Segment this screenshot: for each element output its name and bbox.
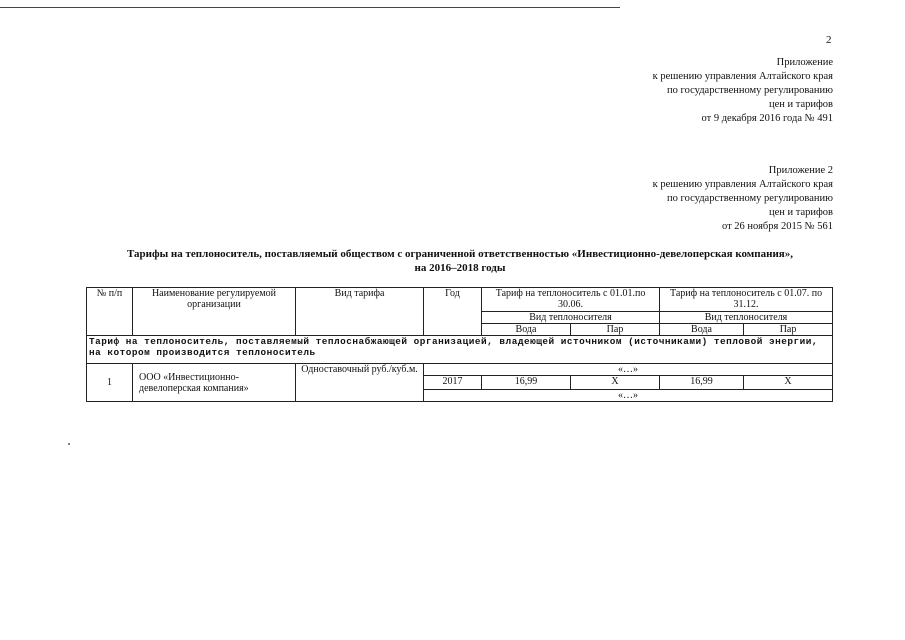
cell-p2-steam: Х [744, 376, 833, 390]
title-line-1: Тарифы на теплоноситель, поставляемый обществом с ограниченной ответственностью «Инвестиционно-девелоперская компания», [126, 248, 794, 260]
section-title: Тариф на теплоноситель, поставляемый теплоснабжающей организацией, владеющей источником (источниками) тепловой энергии, на котором производится теплоноситель [87, 336, 833, 364]
appendix-line: от 9 декабря 2016 года № 491 [701, 113, 833, 124]
appendix-line: Приложение 2 [768, 165, 833, 176]
document-title [60, 247, 860, 275]
appendix-current [653, 56, 833, 126]
header-carrier-type-2: Вид теплоносителя [660, 312, 833, 324]
row-organization: ООО «Инвестиционно-девелоперская компания» [133, 364, 296, 402]
cell-p1-water: 16,99 [482, 376, 571, 390]
top-rule [0, 7, 620, 8]
header-period-2: Тариф на теплоноситель с 01.07. по 31.12. [660, 288, 833, 312]
appendix-line: к решению управления Алтайского края [652, 71, 833, 82]
appendix-previous [653, 164, 833, 234]
omitted-after: «…» [424, 390, 833, 402]
appendix-line: к решению управления Алтайского края [652, 179, 833, 190]
header-water-2: Вода [660, 324, 744, 336]
omitted-before: «…» [424, 364, 833, 376]
row-year: 2017 [424, 376, 482, 390]
header-year: Год [424, 288, 482, 336]
row-tariff-type: Одноставочный руб./куб.м. [296, 364, 424, 402]
appendix-line: от 26 ноября 2015 № 561 [721, 221, 833, 232]
cell-p1-steam: Х [571, 376, 660, 390]
page-number: 2 [826, 34, 832, 46]
header-carrier-type-1: Вид теплоносителя [482, 312, 660, 324]
appendix-line: цен и тарифов [768, 207, 833, 218]
title-line-2: на 2016–2018 годы [414, 262, 506, 274]
header-organization: Наименование регулируемой организации [133, 288, 296, 336]
header-steam-2: Пар [744, 324, 833, 336]
scan-speck [68, 443, 70, 445]
appendix-line: Приложение [776, 57, 833, 68]
header-water-1: Вода [482, 324, 571, 336]
header-tariff-type: Вид тарифа [296, 288, 424, 336]
appendix-line: по государственному регулированию [667, 193, 833, 204]
tariff-table [86, 287, 833, 402]
appendix-line: цен и тарифов [768, 99, 833, 110]
cell-p2-water: 16,99 [660, 376, 744, 390]
header-num: № п/п [87, 288, 133, 336]
header-steam-1: Пар [571, 324, 660, 336]
header-period-1: Тариф на теплоноситель с 01.01.по 30.06. [482, 288, 660, 312]
row-num: 1 [87, 364, 133, 402]
appendix-line: по государственному регулированию [667, 85, 833, 96]
